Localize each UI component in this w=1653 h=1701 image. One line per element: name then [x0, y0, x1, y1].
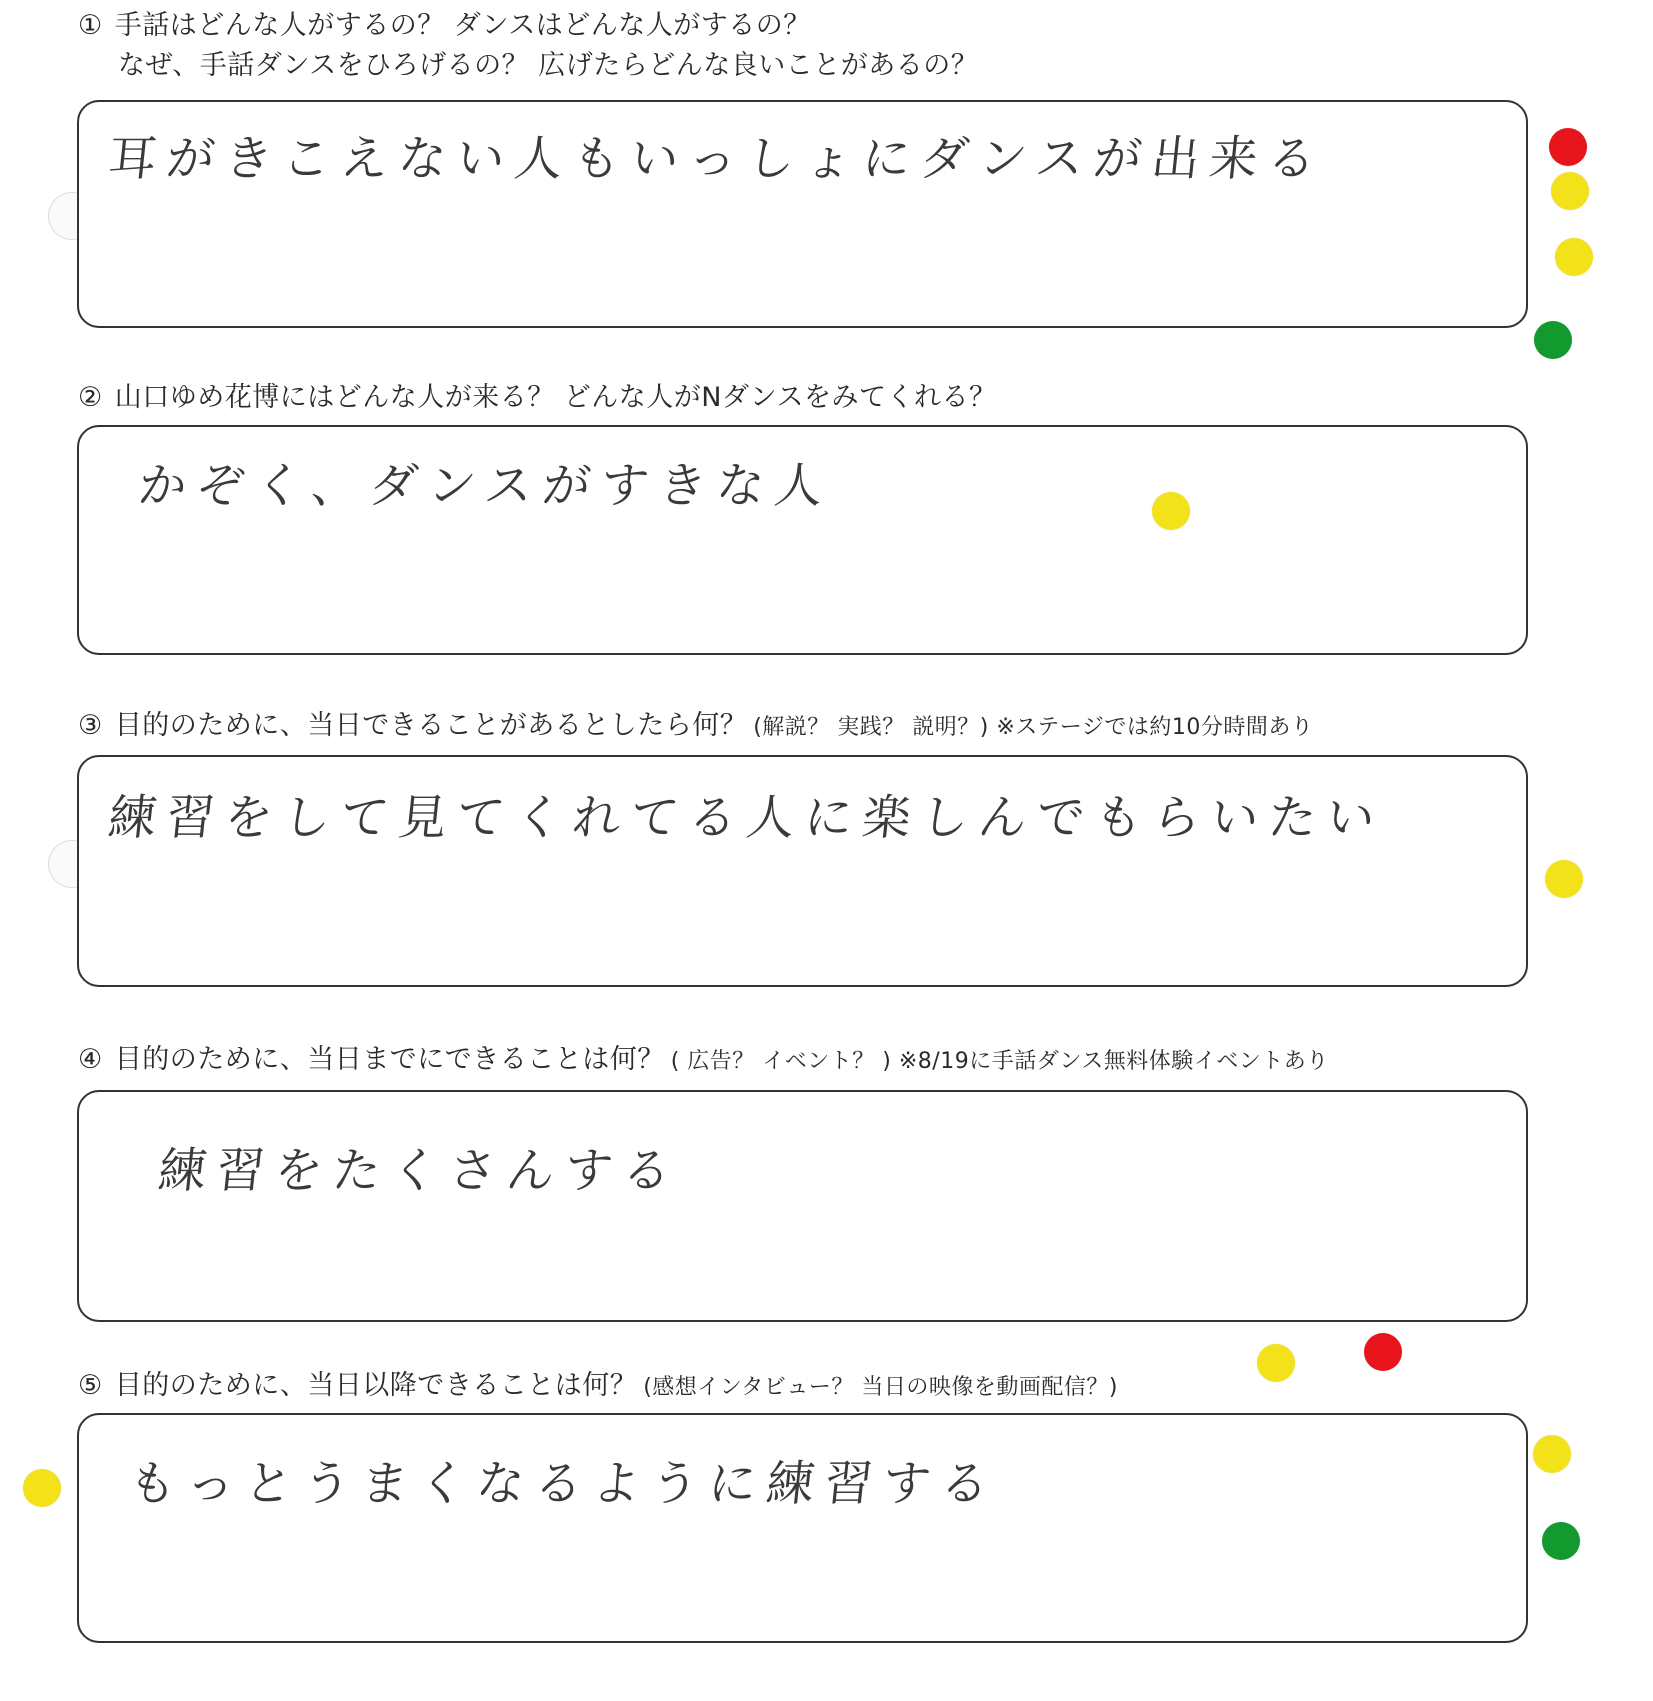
yellow-dot-sticker: [1555, 238, 1593, 276]
question-1: [78, 6, 978, 86]
answer-box-2[interactable]: [77, 425, 1528, 655]
question-3: [78, 706, 1313, 748]
question-text: 目的のために、当日できることがあるとしたら何？: [114, 710, 748, 741]
answer-box-1[interactable]: [77, 100, 1528, 328]
question-number: ⑤: [78, 1370, 103, 1401]
yellow-dot-sticker: [1545, 860, 1583, 898]
answer-text: 練習をたくさんする: [155, 1143, 684, 1199]
question-text: 目的のために、当日までにできることは何？: [114, 1044, 665, 1075]
question-note: (感想インタビュー？ 当日の映像を動画配信？): [643, 1375, 1118, 1400]
red-dot-sticker: [1364, 1333, 1402, 1371]
answer-text: かぞく、ダンスがすきな人: [135, 458, 836, 514]
yellow-dot-sticker: [23, 1469, 61, 1507]
answer-box-3[interactable]: [77, 755, 1528, 987]
question-number: ①: [78, 10, 103, 41]
question-number: ③: [78, 710, 103, 741]
yellow-dot-sticker: [1152, 492, 1190, 530]
green-dot-sticker: [1542, 1522, 1580, 1560]
question-text: 手話はどんな人がするの？ ダンスはどんな人がするの？: [114, 10, 811, 41]
answer-box-4[interactable]: [77, 1090, 1528, 1322]
question-text: 山口ゆめ花博にはどんな人が来る？ どんな人がNダンスをみてくれる？: [114, 382, 997, 413]
red-dot-sticker: [1549, 128, 1587, 166]
answer-text: もっとうまくなるように練習する: [125, 1456, 1002, 1512]
question-4: [78, 1040, 1329, 1082]
answer-text: 耳がきこえない人もいっしょにダンスが出来る: [105, 131, 1329, 187]
question-text-line2: なぜ、手話ダンスをひろげるの？ 広げたらどんな良いことがあるの？: [118, 50, 979, 81]
answer-box-5[interactable]: [77, 1413, 1528, 1643]
green-dot-sticker: [1534, 321, 1572, 359]
yellow-dot-sticker: [1257, 1344, 1295, 1382]
question-text: 目的のために、当日以降できることは何？: [114, 1370, 638, 1401]
question-number: ④: [78, 1044, 103, 1075]
question-note: (解説？ 実践？ 説明？) ※ステージでは約10分時間あり: [753, 715, 1314, 740]
answer-text: 練習をして見てくれてる人に楽しんでもらいたい: [105, 790, 1388, 846]
question-number: ②: [78, 382, 103, 413]
question-5: [78, 1366, 1118, 1408]
question-2: [78, 378, 996, 418]
yellow-dot-sticker: [1533, 1435, 1571, 1473]
yellow-dot-sticker: [1551, 172, 1589, 210]
question-note: ( 広告？ イベント？ ) ※8/19に手話ダンス無料体験イベントあり: [670, 1049, 1329, 1074]
